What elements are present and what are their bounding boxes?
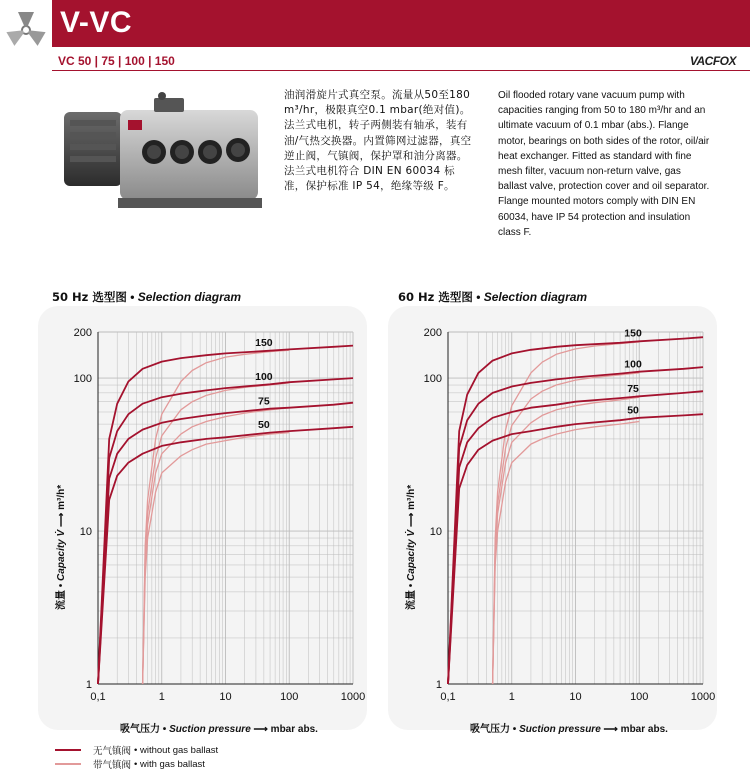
x-tick-label: 10 [219,691,232,703]
chart-title-60hz: 60 Hz 选型图 • Selection diagram [398,290,588,304]
description-chinese [284,88,474,194]
y-axis-label-en: Capacity V̇ [56,529,67,581]
series-label: 100 [624,358,642,371]
y-axis-label: 流量 • Capacity V̇ ⟶ m³/h* [56,484,67,610]
series-line-50-with-ballast [493,422,640,685]
description-en-paragraph: Flange mounted motors comply with DIN EN 60034, have IP 54 protection and insulation class F. [498,196,696,238]
y-tick-label: 100 [73,373,92,386]
y-axis-label-en: Capacity V̇ [406,529,417,581]
x-tick-label: 1 [508,691,515,703]
chart-title-en: Selection diagram [483,290,588,304]
series-label: 150 [255,337,273,350]
description-cn-paragraph: 油润滑旋片式真空泵。流量从50至180 m³/hr，极限真空0.1 mbar(绝对值)。法兰式电机，转子两侧装有轴承，装有油/气热交换器。内置筛网过滤器，真空逆止阀，气镇阀，保护罩和油分离器。 [284,89,472,162]
legend-label-cn: 带气镇阀 [93,760,132,771]
legend-label-en: • with gas ballast [134,758,205,770]
x-tick-label: 10 [569,691,582,703]
x-axis-label-en: Suction pressure [519,724,601,735]
legend-label-en: • without gas ballast [134,744,219,756]
legend-label-cn: 无气镇阀 [93,746,132,757]
x-axis-label-cn: 吸气压力 [470,724,510,735]
y-axis-label: 流量 • Capacity V̇ ⟶ m³/h* [406,484,417,610]
legend-swatch-without-ballast [55,749,81,751]
x-tick-label: 0,1 [440,691,456,703]
x-tick-label: 1000 [690,691,716,703]
y-axis-unit: m³/h* [56,484,67,510]
y-tick-label: 200 [73,327,92,339]
chart-title-50hz: 50 Hz 选型图 • Selection diagram [52,290,242,304]
selection-chart-60hz [388,306,717,730]
series-label: 75 [258,395,270,408]
vacuum-pump-photo [62,90,262,215]
arrow-right-icon: ⟶ [603,724,618,735]
page-title: V-VC [60,6,133,39]
y-tick-label: 10 [79,526,92,539]
y-tick-label: 10 [429,526,442,539]
x-axis-unit: mbar abs. [270,724,318,735]
series-line-150-with-ballast [493,342,640,684]
x-tick-label: 100 [280,691,299,703]
legend-item [55,743,218,757]
arrow-right-icon: ⟶ [56,512,67,528]
description-cn-paragraph: 法兰式电机符合 DIN EN 60034 标准，保护标准 IP 54，绝缘等级 F。 [284,165,455,193]
x-axis-label-en: Suction pressure [169,724,251,735]
arrow-right-icon: ⟶ [253,724,268,735]
description-en-paragraph: Oil flooded rotary vane vacuum pump with capacities ranging from 50 to 180 m³/hr and an ultimate vacuum of 0.1 mbar (abs.). Flange motor, bearings on both sides of the rotor, oil/air heat exchanger. Fitted as standard with fine mesh filter, vacuum non-return valve, gas ballast valve, protection cover and oil separator. [498,90,710,193]
selection-chart-50hz [38,306,367,730]
x-axis-label-cn: 吸气压力 [120,724,160,735]
header-bar [52,0,750,47]
series-line-50-with-ballast [143,433,290,684]
series-label: 50 [627,404,639,417]
series-line-75-with-ballast [493,397,640,684]
y-axis-label-cn: 流量 [56,590,67,610]
x-tick-label: 100 [630,691,649,703]
x-tick-label: 1000 [340,691,366,703]
series-label: 150 [624,327,642,340]
x-axis-label: 吸气压力 • Suction pressure ⟶ mbar abs. [470,724,668,735]
x-tick-label: 1 [158,691,165,703]
series-label: 50 [258,419,270,432]
chart-title-en: Selection diagram [137,290,242,304]
y-tick-label: 200 [423,327,442,339]
series-label: 75 [627,382,639,395]
model-list: VC 50 | 75 | 100 | 150 [58,54,175,68]
chart-title-cn: 60 Hz 选型图 [398,290,473,304]
chart-title-cn: 50 Hz 选型图 [52,290,127,304]
legend-item [55,757,218,771]
pinwheel-logo-icon [0,0,52,60]
y-tick-label: 1 [435,679,442,691]
arrow-right-icon: ⟶ [406,512,417,528]
y-tick-label: 1 [85,679,92,691]
series-label: 100 [255,370,273,383]
chart-legend [55,743,218,771]
brand-name: VACFOX [689,54,736,68]
y-axis-unit: m³/h* [406,484,417,510]
y-tick-label: 100 [423,373,442,386]
y-axis-label-cn: 流量 [406,590,417,610]
header-divider [52,70,750,71]
description-english [498,88,710,240]
x-axis-unit: mbar abs. [620,724,668,735]
brand-logo [0,0,52,60]
x-axis-label: 吸气压力 • Suction pressure ⟶ mbar abs. [120,724,318,735]
legend-swatch-with-ballast [55,763,81,765]
x-tick-label: 0,1 [90,691,106,703]
